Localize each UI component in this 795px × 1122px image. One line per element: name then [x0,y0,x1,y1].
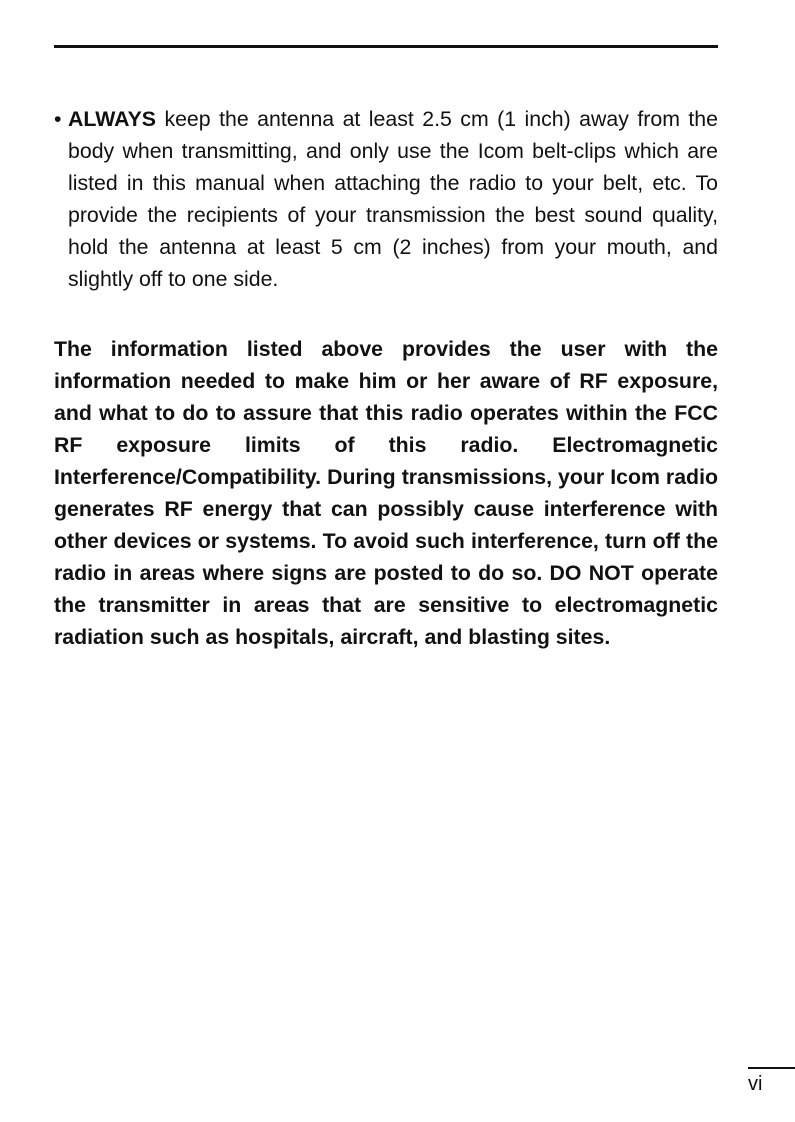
bullet-list [54,103,718,295]
bullet-mark: • [54,107,62,131]
bullet-body: keep the antenna at least 2.5 cm (1 inch) away from the body when transmitting, and only use the Icom belt-clips which are listed in this manual when attaching the radio to your belt, etc. To provide the recipients of your transmission the best sound quality, hold the antenna at least 5 cm (2 inches) from your mouth, and slightly off to one side. [68,107,718,291]
bullet-emphasis: ALWAYS [68,107,156,131]
rf-exposure-paragraph: The information listed above provides the user with the information needed to make him or her aware of RF exposure, and what to do to assure that this radio operates within the FCC RF exposure limits of this radio. Electromagnetic Interference/Compatibility. During transmissions, your Icom radio generates RF energy that can possibly cause interference with other devices or systems. To avoid such interference, turn off the radio in areas where signs are posted to do so. DO NOT operate the transmitter in areas that are sensitive to electromagnetic radiation such as hospitals, aircraft, and blasting sites. [54,337,718,649]
page-number: vi [748,1073,763,1095]
footer-rule [748,1067,795,1069]
bullet-item-antenna [54,103,718,295]
bullet-text [68,103,718,295]
top-rule [54,45,718,48]
